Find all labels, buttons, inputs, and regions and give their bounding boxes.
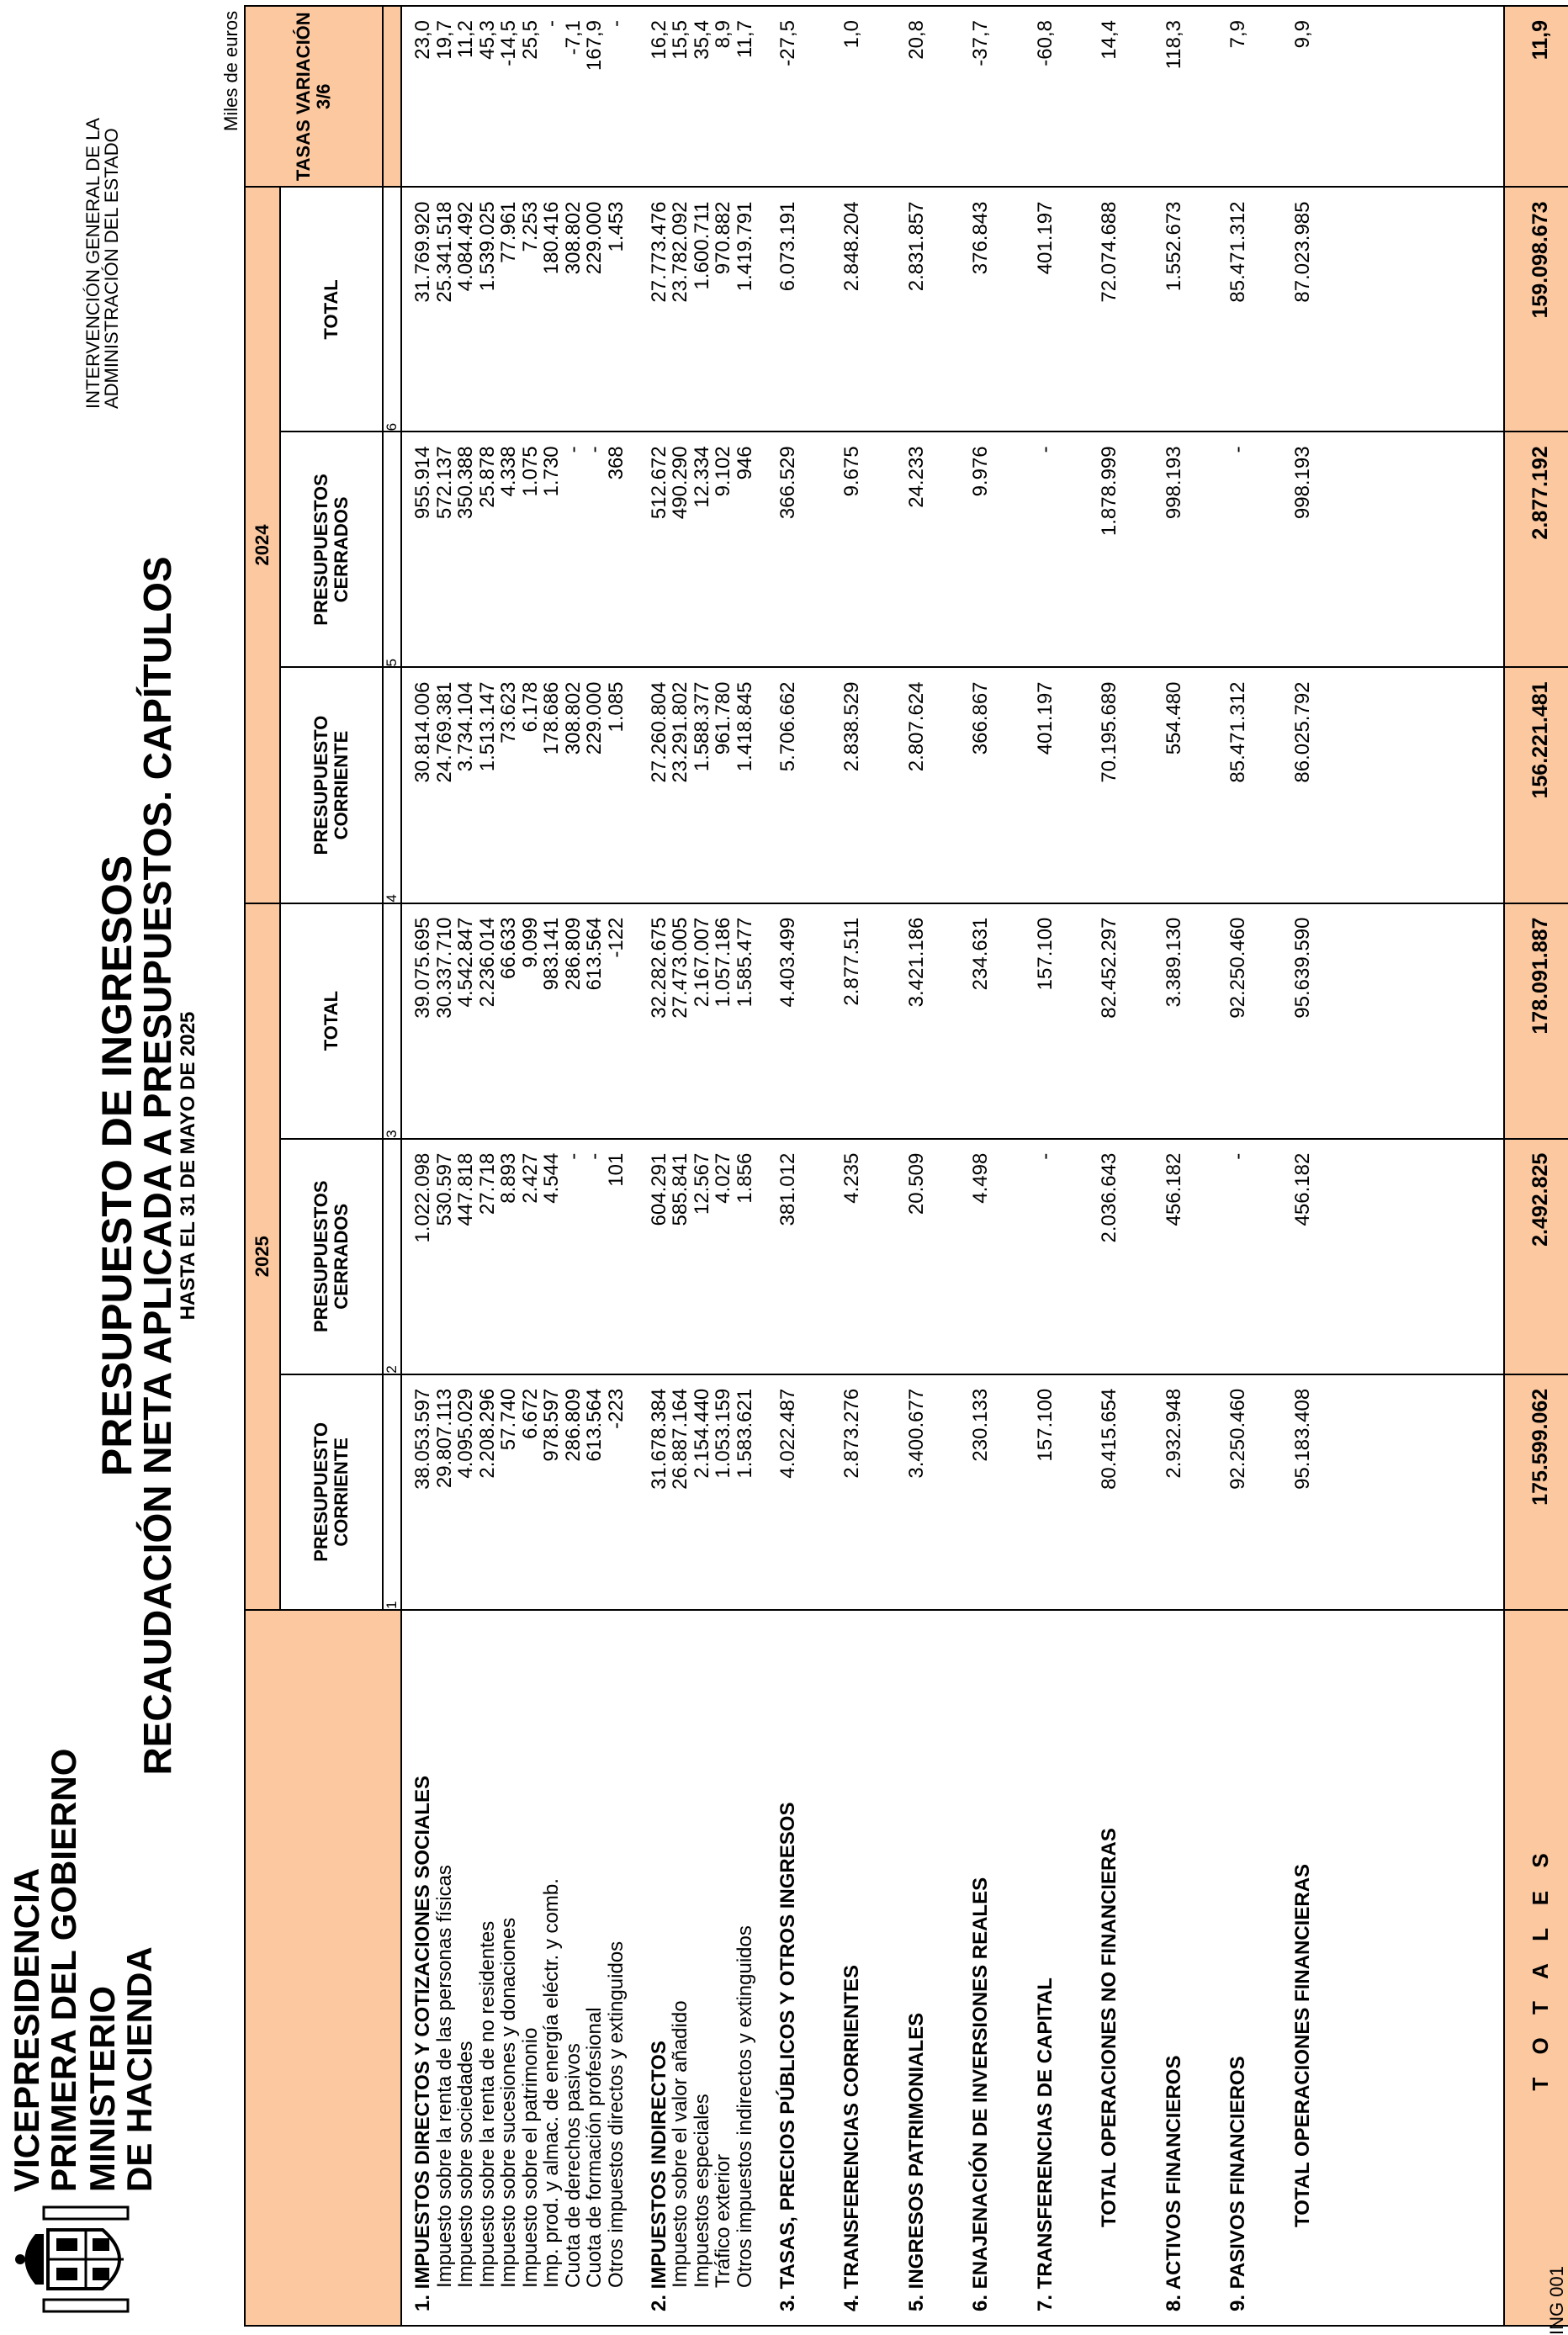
- coat-of-arms-icon: [10, 2200, 145, 2318]
- cell-value: 4.544: [540, 1152, 563, 1204]
- cell-value: 57.740: [497, 1388, 520, 1451]
- igae-line-2: ADMINISTRACIÓN DEL ESTADO: [101, 128, 122, 409]
- cell-value: 95.639.590: [1290, 917, 1314, 1019]
- cell-value: 19,7: [432, 20, 456, 60]
- cell-value: -: [1033, 1152, 1057, 1160]
- row-label: Impuesto sobre el patrimonio: [518, 2027, 542, 2288]
- row-label: Impuesto sobre la renta de las personas físicas: [432, 1865, 456, 2288]
- totals-value: 11,9: [1504, 6, 1568, 187]
- cell-value: -60,8: [1033, 20, 1057, 66]
- ministry-line-2: DE HACIENDA: [119, 1946, 159, 2192]
- cell-value: 25.341.518: [432, 201, 456, 303]
- cell-value: 66.633: [497, 917, 520, 979]
- cell-value: 961.780: [712, 681, 734, 755]
- row-label: Cuota de derechos pasivos: [561, 2043, 585, 2288]
- cell-value: 585.841: [669, 1152, 691, 1226]
- cell-value: 512.672: [647, 446, 670, 520]
- cell-value: 447.818: [454, 1152, 477, 1226]
- cell-value: 2.877.511: [840, 917, 863, 1006]
- row-label: 2. IMPUESTOS INDIRECTOS: [647, 2041, 670, 2311]
- label-header-cell: [245, 1610, 401, 2326]
- cell-value: 4.235: [840, 1152, 863, 1204]
- cell-value: 27.718: [475, 1152, 499, 1215]
- cell-value: 2.236.014: [475, 917, 499, 1008]
- cell-value: 15,5: [669, 20, 691, 60]
- cell-value: -7,1: [561, 20, 585, 56]
- cell-value: 157.100: [1033, 1388, 1057, 1462]
- report-code: ING 001: [1546, 2266, 1567, 2335]
- totals-value: 175.599.062: [1504, 1374, 1568, 1610]
- cell-value: 180.416: [540, 201, 563, 275]
- cell-value: 4.338: [497, 446, 520, 497]
- total-2024-header: TOTAL: [280, 187, 383, 432]
- cell-value: 554.480: [1162, 681, 1185, 755]
- cell-value: 1.419.791: [733, 201, 756, 292]
- cell-value: 2.154.440: [690, 1388, 713, 1479]
- cell-value: 613.564: [583, 1388, 606, 1462]
- cell-value: 85.471.312: [1226, 681, 1249, 783]
- row-label: TOTAL OPERACIONES FINANCIERAS: [1290, 1863, 1314, 2227]
- cell-value: 6.073.191: [776, 201, 799, 292]
- cell-value: 1.600.711: [690, 201, 713, 290]
- cell-value: 39.075.695: [411, 917, 434, 1019]
- pcer-2024-header: PRESUPUESTOS CERRADOS: [280, 432, 383, 667]
- cell-value: 80.415.654: [1098, 1388, 1120, 1490]
- cell-value: 20.509: [904, 1152, 928, 1215]
- cell-value: 82.452.297: [1098, 917, 1120, 1019]
- cell-value: 7,9: [1226, 20, 1249, 49]
- cell-value: 1.552.673: [1162, 201, 1185, 292]
- cell-value: 14,4: [1098, 20, 1120, 60]
- cell-value: 1.856: [733, 1152, 756, 1204]
- cell-value: 286.809: [561, 1388, 585, 1462]
- cell-value: 366.529: [776, 446, 799, 520]
- row-label: TOTAL OPERACIONES NO FINANCIERAS: [1098, 1828, 1120, 2227]
- cell-value: 1.878.999: [1098, 446, 1120, 537]
- cell-value: 23.782.092: [669, 201, 691, 303]
- cell-value: 4.027: [712, 1152, 734, 1204]
- cell-value: 30.814.006: [411, 681, 434, 783]
- cell-value: 23,0: [411, 20, 434, 60]
- cell-value: 1.585.477: [733, 917, 756, 1008]
- org-line-2: PRIMERA DEL GOBIERNO: [44, 1748, 83, 2192]
- row-label: 6. ENAJENACIÓN DE INVERSIONES REALES: [969, 1877, 992, 2311]
- cell-value: 4.498: [969, 1152, 992, 1204]
- cell-value: 86.025.792: [1290, 681, 1314, 783]
- cell-value: 2.838.529: [840, 681, 863, 772]
- revenue-table: [244, 5, 1568, 2327]
- pc-2024-column: [401, 667, 1504, 903]
- row-label: 4. TRANSFERENCIAS CORRIENTES: [840, 1964, 863, 2311]
- cell-value: 92.250.460: [1226, 1388, 1249, 1490]
- cell-value: 101: [604, 1152, 628, 1187]
- cell-value: 1.453: [604, 201, 628, 252]
- cell-value: 456.182: [1290, 1152, 1314, 1226]
- cell-value: 229.000: [583, 681, 606, 755]
- cell-value: 368: [604, 446, 628, 480]
- cell-value: 11,7: [733, 20, 756, 58]
- cell-value: 366.867: [969, 681, 992, 755]
- totals-label: T O T A L E S: [1504, 1610, 1568, 2326]
- cell-value: 38.053.597: [411, 1388, 434, 1490]
- report-date: HASTA EL 31 DE MAYO DE 2025: [177, 1011, 199, 1321]
- cell-value: -14,5: [497, 20, 520, 66]
- cell-value: 5.706.662: [776, 681, 799, 772]
- cell-value: 1.418.845: [733, 681, 756, 772]
- tasas-column: [401, 6, 1504, 187]
- pc-2024-header: PRESUPUESTO CORRIENTE: [280, 667, 383, 903]
- cell-value: 12.334: [690, 446, 713, 508]
- cell-value: 29.807.113: [432, 1388, 456, 1489]
- cell-value: 1.539.025: [475, 201, 499, 292]
- row-label: Impuesto sobre la renta de no residentes: [475, 1920, 499, 2288]
- cell-value: 77.961: [497, 201, 520, 263]
- totals-row: [1504, 6, 1568, 2326]
- cell-value: 20,8: [904, 20, 928, 60]
- pcer-2025-header: PRESUPUESTOS CERRADOS: [280, 1139, 383, 1374]
- cell-value: 955.914: [411, 446, 434, 520]
- pcer-2024-column: [401, 432, 1504, 667]
- cell-value: 530.597: [432, 1152, 456, 1226]
- col-number: 3: [383, 903, 401, 1139]
- labels-column: [401, 1610, 1504, 2326]
- row-label: 3. TASAS, PRECIOS PÚBLICOS Y OTROS INGRESOS: [776, 1802, 799, 2311]
- cell-value: 7.253: [518, 201, 542, 252]
- col-number: 5: [383, 432, 401, 667]
- cell-value: 350.388: [454, 446, 477, 520]
- cell-value: 1.022.098: [411, 1152, 434, 1243]
- cell-value: -: [561, 446, 585, 453]
- cell-value: 2.807.624: [904, 681, 928, 772]
- row-label: Imp. prod. y almac. de energía eléctr. y comb.: [540, 1878, 563, 2288]
- cell-value: 572.137: [432, 446, 456, 520]
- cell-value: 983.141: [540, 917, 563, 991]
- cell-value: 490.290: [669, 446, 691, 520]
- cell-value: 70.195.689: [1098, 681, 1120, 783]
- cell-value: 27.473.005: [669, 917, 691, 1019]
- report-title: PRESUPUESTO DE INGRESOS: [93, 855, 140, 1477]
- cell-value: -: [1033, 446, 1057, 453]
- cell-value: 1.085: [604, 681, 628, 733]
- cell-value: 604.291: [647, 1152, 670, 1226]
- totals-value: 159.098.673: [1504, 187, 1568, 432]
- cell-value: 26.887.164: [669, 1388, 691, 1490]
- cell-value: 6.178: [518, 681, 542, 733]
- org-header: [8, 1749, 82, 2192]
- cell-value: 1.583.621: [733, 1388, 756, 1479]
- cell-value: 73.623: [497, 681, 520, 744]
- row-label: 1. IMPUESTOS DIRECTOS Y COTIZACIONES SOCIALES: [411, 1775, 434, 2311]
- cell-value: 9,9: [1290, 20, 1314, 49]
- cell-value: 3.389.130: [1162, 917, 1185, 1008]
- cell-value: 9.099: [518, 917, 542, 968]
- cell-value: 24.233: [904, 446, 928, 508]
- cell-value: 946: [733, 446, 756, 480]
- row-label: Impuestos especiales: [690, 2094, 713, 2288]
- row-label: 9. PASIVOS FINANCIEROS: [1226, 2056, 1249, 2311]
- cell-value: 234.631: [969, 917, 992, 991]
- cell-value: 1.730: [540, 446, 563, 497]
- cell-value: 401.197: [1033, 201, 1057, 275]
- cell-value: 308.802: [561, 201, 585, 275]
- totals-value: 2.492.825: [1504, 1139, 1568, 1374]
- cell-value: 2.036.643: [1098, 1152, 1120, 1243]
- row-label: Impuesto sobre sucesiones y donaciones: [497, 1917, 520, 2288]
- year-2024-header: 2024: [245, 187, 280, 903]
- cell-value: 229.000: [583, 201, 606, 275]
- cell-value: 118,3: [1162, 20, 1185, 70]
- row-label: Tráfico exterior: [712, 2153, 734, 2288]
- cell-value: -: [1226, 1152, 1249, 1160]
- col-number: 2: [383, 1139, 401, 1374]
- cell-value: 167,9: [583, 20, 606, 71]
- col-number: 6: [383, 187, 401, 432]
- cell-value: 8.893: [497, 1152, 520, 1204]
- cell-value: 4.542.847: [454, 917, 477, 1008]
- cell-value: -: [1226, 446, 1249, 453]
- total-2025-column: [401, 903, 1504, 1139]
- row-label: Otros impuestos directos y extinguidos: [604, 1941, 628, 2288]
- cell-value: 178.686: [540, 681, 563, 755]
- cell-value: 72.074.688: [1098, 201, 1120, 303]
- cell-value: 9.976: [969, 446, 992, 497]
- cell-value: 2.427: [518, 1152, 542, 1204]
- cell-value: 31.678.384: [647, 1388, 670, 1490]
- cell-value: 4.022.487: [776, 1388, 799, 1479]
- col-number: 1: [383, 1374, 401, 1610]
- cell-value: 2.848.204: [840, 201, 863, 292]
- cell-value: 978.597: [540, 1388, 563, 1462]
- cell-value: -: [540, 20, 563, 27]
- cell-value: 3.421.186: [904, 917, 928, 1008]
- cell-value: 286.809: [561, 917, 585, 991]
- row-label: Impuesto sobre sociedades: [454, 2041, 477, 2288]
- cell-value: 3.400.677: [904, 1388, 928, 1479]
- cell-value: 998.193: [1290, 446, 1314, 520]
- cell-value: 11,2: [454, 20, 477, 58]
- pc-2025-column: [401, 1374, 1504, 1610]
- cell-value: 25,5: [518, 20, 542, 60]
- cell-value: 31.769.920: [411, 201, 434, 303]
- tasas-header: TASAS VARIACIÓN 3/6: [245, 6, 383, 187]
- row-label: 7. TRANSFERENCIAS DE CAPITAL: [1033, 1978, 1057, 2311]
- row-label: Cuota de formación profesional: [583, 2007, 606, 2288]
- cell-value: 27.260.804: [647, 681, 670, 783]
- ministry-line-1: MINISTERIO: [82, 1985, 122, 2192]
- cell-value: -: [604, 20, 628, 27]
- cell-value: 45,3: [475, 20, 499, 60]
- cell-value: 970.882: [712, 201, 734, 275]
- year-2025-header: 2025: [245, 903, 280, 1610]
- cell-value: 613.564: [583, 917, 606, 991]
- cell-value: 6.672: [518, 1388, 542, 1439]
- ministry-header: [84, 1946, 158, 2192]
- cell-value: 157.100: [1033, 917, 1057, 991]
- row-label: 5. INGRESOS PATRIMONIALES: [904, 2012, 928, 2311]
- cell-value: 2.873.276: [840, 1388, 863, 1479]
- cell-value: 1.057.186: [712, 917, 734, 1008]
- total-2025-header: TOTAL: [280, 903, 383, 1139]
- cell-value: 35,4: [690, 20, 713, 60]
- cell-value: -122: [604, 917, 628, 958]
- units-label: Miles de euros: [220, 10, 241, 131]
- row-label: Otros impuestos indirectos y extinguidos: [733, 1925, 756, 2288]
- cell-value: 2.932.948: [1162, 1388, 1185, 1479]
- cell-value: 16,2: [647, 20, 670, 60]
- cell-value: 25.878: [475, 446, 499, 508]
- cell-value: 4.095.029: [454, 1388, 477, 1479]
- cell-value: 401.197: [1033, 681, 1057, 755]
- cell-value: 1,0: [840, 20, 863, 49]
- cell-value: 1.053.159: [712, 1388, 734, 1479]
- cell-value: 9.102: [712, 446, 734, 497]
- totals-value: 156.221.481: [1504, 667, 1568, 903]
- cell-value: 27.773.476: [647, 201, 670, 303]
- row-label: Impuesto sobre el valor añadido: [669, 2000, 691, 2288]
- total-2024-column: [401, 187, 1504, 432]
- table-body-row: [401, 6, 1504, 2326]
- cell-value: 23.291.802: [669, 681, 691, 783]
- cell-value: -: [561, 1152, 585, 1160]
- cell-value: 2.208.296: [475, 1388, 499, 1479]
- cell-value: 1.513.147: [475, 681, 499, 772]
- cell-value: 12.567: [690, 1152, 713, 1215]
- cell-value: 376.843: [969, 201, 992, 275]
- igae-line-1: INTERVENCIÓN GENERAL DE LA: [82, 118, 103, 409]
- cell-value: 381.012: [776, 1152, 799, 1226]
- pc-2025-header: PRESUPUESTO CORRIENTE: [280, 1374, 383, 1610]
- cell-value: -: [583, 446, 606, 453]
- cell-value: 2.167.007: [690, 917, 713, 1008]
- cell-value: -27,5: [776, 20, 799, 66]
- cell-value: 30.337.710: [432, 917, 456, 1019]
- cell-value: 2.831.857: [904, 201, 928, 292]
- cell-value: 24.769.381: [432, 681, 456, 783]
- col-number-empty: [383, 6, 401, 187]
- cell-value: -223: [604, 1388, 628, 1429]
- cell-value: 456.182: [1162, 1152, 1185, 1226]
- org-line-1: VICEPRESIDENCIA: [7, 1867, 46, 2192]
- cell-value: 998.193: [1162, 446, 1185, 520]
- cell-value: 308.802: [561, 681, 585, 755]
- cell-value: -37,7: [969, 20, 992, 66]
- cell-value: 4.084.492: [454, 201, 477, 292]
- cell-value: 8,9: [712, 20, 734, 49]
- cell-value: 85.471.312: [1226, 201, 1249, 303]
- cell-value: 230.133: [969, 1388, 992, 1462]
- cell-value: 3.734.104: [454, 681, 477, 772]
- cell-value: 4.403.499: [776, 917, 799, 1008]
- cell-value: 87.023.985: [1290, 201, 1314, 303]
- row-label: 8. ACTIVOS FINANCIEROS: [1162, 2055, 1185, 2311]
- col-number: 4: [383, 667, 401, 903]
- cell-value: 9.675: [840, 446, 863, 497]
- cell-value: 1.588.377: [690, 681, 713, 772]
- cell-value: -: [583, 1152, 606, 1160]
- cell-value: 1.075: [518, 446, 542, 497]
- igae-header: [84, 118, 121, 409]
- totals-value: 2.877.192: [1504, 432, 1568, 667]
- pcer-2025-column: [401, 1139, 1504, 1374]
- cell-value: 32.282.675: [647, 917, 670, 1019]
- report-subtitle: RECAUDACIÓN NETA APLICADA A PRESUPUESTOS. CAPÍTULOS: [135, 556, 179, 1776]
- totals-value: 178.091.887: [1504, 903, 1568, 1139]
- cell-value: 92.250.460: [1226, 917, 1249, 1019]
- cell-value: 95.183.408: [1290, 1388, 1314, 1490]
